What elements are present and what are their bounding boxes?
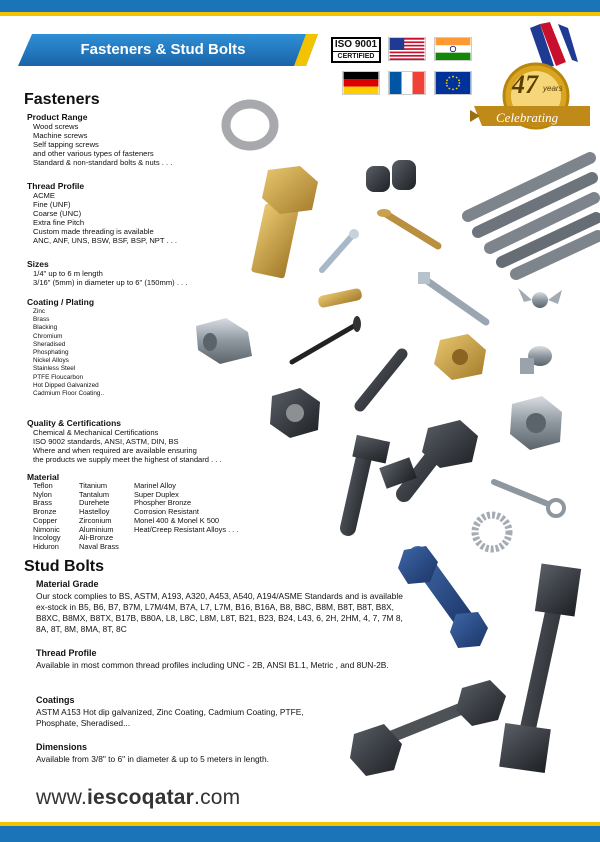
set-screw-icon [366, 160, 416, 192]
thread-profile-heading: Thread Profile [27, 181, 85, 191]
material-column-1 [33, 482, 61, 552]
list-item: Brass [33, 498, 52, 508]
coatings-heading: Coatings [36, 695, 75, 705]
stud-bolts-heading: Stud Bolts [24, 558, 104, 575]
coating-list [33, 308, 104, 398]
self-tapping-screw-icon [322, 229, 359, 270]
wing-nut-icon [518, 288, 562, 308]
anchor-sleeve-icon [317, 288, 363, 309]
coating-heading: Coating / Plating [27, 297, 95, 307]
drywall-screw-icon [292, 316, 361, 362]
list-item: Cadmium Floor Coating.. [33, 390, 105, 398]
carriage-bolt-icon [520, 346, 552, 374]
list-item: Hastelloy [79, 507, 110, 517]
list-item: Copper [33, 515, 58, 525]
quality-list [33, 428, 222, 464]
website-prefix: www. [36, 786, 87, 809]
list-item: Incology [33, 533, 61, 543]
material-grade-heading: Material Grade [36, 579, 99, 589]
list-item: Chromium [33, 332, 63, 340]
list-item: ACME [33, 191, 55, 200]
list-item: Super Duplex [134, 489, 179, 499]
spring-washer-icon [226, 104, 274, 146]
list-item: Corrosion Resistant [134, 507, 199, 517]
quality-heading: Quality & Certifications [27, 418, 121, 428]
list-item: Durehete [79, 498, 110, 508]
iso-line-2: CERTIFIED [333, 51, 379, 61]
list-item: Marinel Alloy [134, 481, 176, 490]
list-item: Zirconium [79, 515, 112, 525]
list-item: Monel 400 & Monel K 500 [134, 515, 220, 525]
badge-ribbon-text: Celebrating [496, 110, 559, 125]
website-suffix: .com [194, 786, 241, 809]
iso-line-1: ISO 9001 [334, 39, 378, 50]
brass-hex-nut-icon [434, 334, 486, 380]
bottom-color-bar [0, 822, 600, 842]
list-item: 3/16" (5mm) in diameter up to 6" (150mm) . . . [33, 278, 188, 287]
list-item: Tantalum [79, 489, 109, 499]
heavy-hex-bolt-icon [348, 420, 478, 528]
list-item: Custom made threading is available [33, 227, 154, 236]
ptfe-stud-bolt-icon [398, 546, 488, 648]
list-item: PTFE Floucarbon [33, 373, 84, 381]
stud-thread-profile-heading: Thread Profile [36, 648, 97, 658]
list-item: 1/4" up to 6 m length [33, 269, 103, 278]
product-range-list [33, 122, 172, 167]
galvanized-stud-bolt-icon [499, 563, 581, 773]
product-range-heading: Product Range [27, 112, 88, 122]
list-item: Nimonic [33, 524, 60, 534]
steel-hex-nut-icon [510, 396, 562, 450]
lag-screw-icon [418, 272, 486, 322]
dimensions-heading: Dimensions [36, 742, 88, 752]
list-item: Extra fine Pitch [33, 218, 85, 227]
material-grade-text: Our stock complies to BS, ASTM, A193, A320, A453, A540, A194/ASME Standards and is available ex-stock in B5, B6, B7, B7M, L7M/4M, B7A, L7, L7M, B16, B16A, B8, B8C, B8M, B8T, B8T, B8X, B8XC, B8MX, B8TX, B17B, B80A, L8, L8C, L8M, L8T, B21, B23, B24, L43, 6, 2H, 2HM, 4, 7, 7M 8, 8A, 8T, 8M, 8MA, 8T, 8C [36, 591, 403, 634]
material-column-3 [134, 482, 238, 534]
list-item: Nylon [33, 489, 52, 499]
website-url[interactable] [36, 786, 240, 810]
list-item: Stainless Steel [33, 365, 76, 373]
serrated-washer-icon [475, 515, 509, 549]
sizes-heading: Sizes [27, 259, 49, 269]
list-item: Heat/Creep Resistant Alloys . . . [134, 524, 239, 534]
list-item: and other various types of fasteners [33, 149, 154, 158]
list-item: Aluminium [79, 524, 114, 534]
list-item: ANC, ANF, UNS, BSW, BSF, BSP, NPT . . . [33, 236, 178, 245]
list-item: Self tapping screws [33, 140, 99, 149]
nylock-nut-icon [270, 388, 320, 438]
list-item: Where and when required are available ensuring [33, 446, 197, 455]
list-item: Teflon [33, 481, 53, 490]
list-item: Hot Dipped Galvanized [33, 381, 99, 389]
list-item: Wood screws [33, 122, 79, 131]
material-heading: Material [27, 472, 60, 482]
list-item: Standard & non-standard bolts & nuts . . . [33, 158, 173, 167]
badge-years-word: years [543, 84, 563, 93]
list-item: ISO 9002 standards, ANSI, ASTM, DIN, BS [33, 437, 179, 446]
eye-bolt-icon [494, 482, 564, 516]
list-item: Titanium [79, 481, 108, 490]
list-item: the products we supply meet the highest of standard . . . [33, 455, 222, 464]
socket-cap-screw-icon [360, 354, 402, 406]
page-title: Fasteners & Stud Bolts [80, 41, 246, 58]
list-item: Fine (UNF) [33, 200, 71, 209]
list-item: Bronze [33, 507, 57, 517]
list-item: Blacking [33, 324, 58, 332]
list-item: Hiduron [33, 541, 59, 551]
material-column-2 [79, 482, 119, 552]
list-item: Phosphating [33, 349, 69, 357]
list-item: Naval Brass [79, 541, 119, 551]
list-item: Brass [33, 316, 50, 324]
stud-thread-profile-text: Available in most common thread profiles including UNC - 2B, ANSI B1.1, Metric , and 8UN-2B. [36, 660, 389, 670]
fasteners-heading: Fasteners [24, 91, 100, 108]
badge-years-number: 47 [512, 70, 538, 99]
list-item: Zinc [33, 308, 46, 315]
list-item: Ali-Bronze [79, 533, 114, 543]
website-brand: iescoqatar [86, 786, 195, 809]
wood-screw-icon [377, 209, 438, 246]
coupling-nut-icon [196, 318, 252, 364]
list-item: Machine screws [33, 131, 88, 140]
sizes-list [33, 269, 187, 287]
threaded-rods-icon [468, 158, 598, 274]
hex-bolt-icon [251, 166, 318, 279]
thread-profile-list [33, 191, 177, 245]
dimensions-text: Available from 3/8" to 6" in diameter & up to 5 meters in length. [36, 754, 269, 764]
list-item: Sheradised [33, 340, 66, 348]
list-item: Chemical & Mechanical Certifications [33, 428, 159, 437]
list-item: Nickel Alloys [33, 357, 69, 365]
list-item: Coarse (UNC) [33, 209, 82, 218]
list-item: Phospher Bronze [134, 498, 192, 508]
coatings-text: ASTM A153 Hot dip galvanized, Zinc Coating, Cadmium Coating, PTFE, Phosphate, Sheradised... [36, 707, 304, 728]
